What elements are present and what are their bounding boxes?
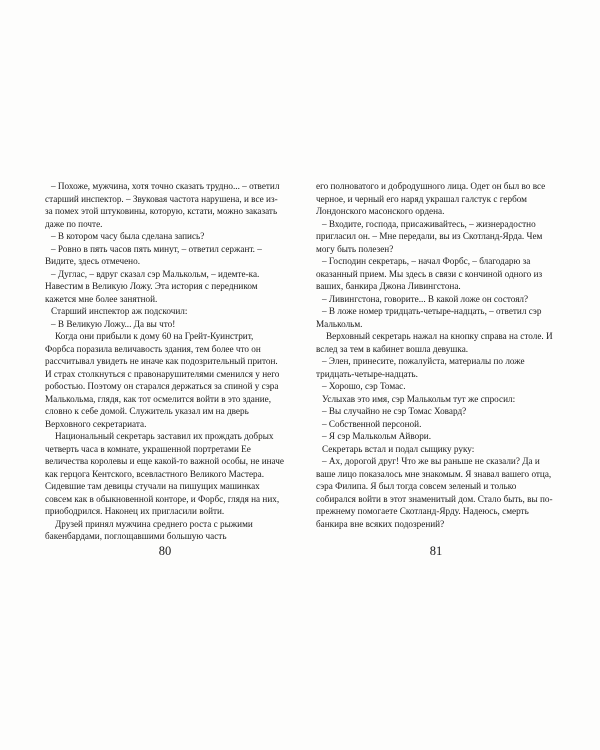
paragraph: – Хорошо, сэр Томас. bbox=[322, 381, 406, 392]
paragraph: его полноватого и добродушного лица. Одет он был во все черное, и черный его наряд украшал галстук с гербом Лондонского масонского ордена. bbox=[316, 181, 546, 217]
paragraph: – Дуглас, – вдруг сказал сэр Малькольм, – идемте-ка. Навестим в Великую Ложу. Эта история с передником кажется мне более занятной. bbox=[45, 268, 260, 304]
paragraph: Услыхав это имя, сэр Малькольм тут же спросил: bbox=[322, 393, 516, 404]
right-page-text bbox=[316, 180, 556, 530]
paragraph: – В котором часу была сделана запись? bbox=[51, 231, 205, 242]
paragraph: – Ровно в пять часов пять минут, – ответил сержант. – Видите, здесь отмечено. bbox=[45, 243, 262, 267]
paragraph: Старший инспектор аж подскочил: bbox=[51, 306, 188, 317]
paragraph: Верховный секретарь нажал на кнопку справа на столе. И вслед за тем в кабинет вошла девушка. bbox=[316, 331, 553, 354]
paragraph: – Элен, принесите, пожалуйста, материалы по ложе тридцать-четыре-надцать. bbox=[316, 356, 525, 379]
paragraph: – Собственной персоной. bbox=[322, 418, 422, 429]
paragraph: Когда они прибыли к дому 60 на Грейт-Куинстрит, Форбса поразила величавость здания, тем более что он рассчитывал увидеть не иначе как подозрительный притон. И страх столкнуться с правонарушителями сменился у него робостью. Поэтому он старался держаться за спиной у сэра Малькольма, глядя, как тот осмелится войти в это здание, словно к себе домой. Служитель указал им на дверь Верховного секретариата. bbox=[45, 331, 280, 429]
right-page bbox=[316, 180, 556, 530]
paragraph: Друзей принял мужчина среднего роста с рыжими бакенбардами, поглощавшими большую часть bbox=[45, 518, 253, 542]
paragraph: – Я сэр Малькольм Айвори. bbox=[322, 431, 432, 442]
paragraph: – Похоже, мужчина, хотя точно сказать трудно... – ответил старший инспектор. – Звуковая частота нарушена, и все из-за помех этой штуковины, которую, кстати, можно заказать даже по почте. bbox=[45, 181, 280, 229]
paragraph: – Ах, дорогой друг! Что же вы раньше не сказали? Да и ваше лицо показалось мне знакомым. Я знавал вашего отца, сэра Филипа. Я был тогда совсем зеленый и только собирался войти в этот знаменитый дом. Стало быть, вы по-прежнему помогаете Скотланд-Ярду. Надеюсь, смерть банкира вне всяких подозрений? bbox=[316, 456, 553, 529]
page-number-right: 81 bbox=[429, 544, 443, 558]
paragraph: – В ложе номер тридцать-четыре-надцать, – ответил сэр Малькольм. bbox=[316, 306, 542, 329]
left-page-text bbox=[45, 180, 285, 543]
paragraph: – Господин секретарь, – начал Форбс, – благодарю за оказанный прием. Мы здесь в связи с кончиной одного из ваших, банкира Джона Ливингстона. bbox=[316, 256, 543, 292]
paragraph: Национальный секретарь заставил их прождать добрых четверть часа в комнате, украшенной портретами Ее величества королевы и еще какой-то важной особы, не иначе как герцога Кентского, всевластного Великого Мастера. Сидевшие там девицы стучали на пишущих машинках совсем как в обыкновенной конторе, и Форбс, глядя на них, приободрился. Наконец их пригласили войти. bbox=[45, 431, 284, 517]
paragraph: – Входите, господа, присаживайтесь, – жизнерадостно пригласил он. – Мне передали, вы из Скотланд-Ярда. Чем могу быть полезен? bbox=[316, 218, 543, 254]
left-page bbox=[45, 180, 285, 543]
paragraph: Секретарь встал и подал сыщику руку: bbox=[322, 443, 475, 454]
page-number-left: 80 bbox=[158, 544, 172, 558]
paragraph: – Вы случайно не сэр Томас Ховард? bbox=[322, 406, 467, 417]
paragraph: – Ливингстона, говорите... В какой ложе он состоял? bbox=[322, 293, 529, 304]
paragraph: – В Великую Ложу... Да вы что! bbox=[51, 318, 176, 329]
